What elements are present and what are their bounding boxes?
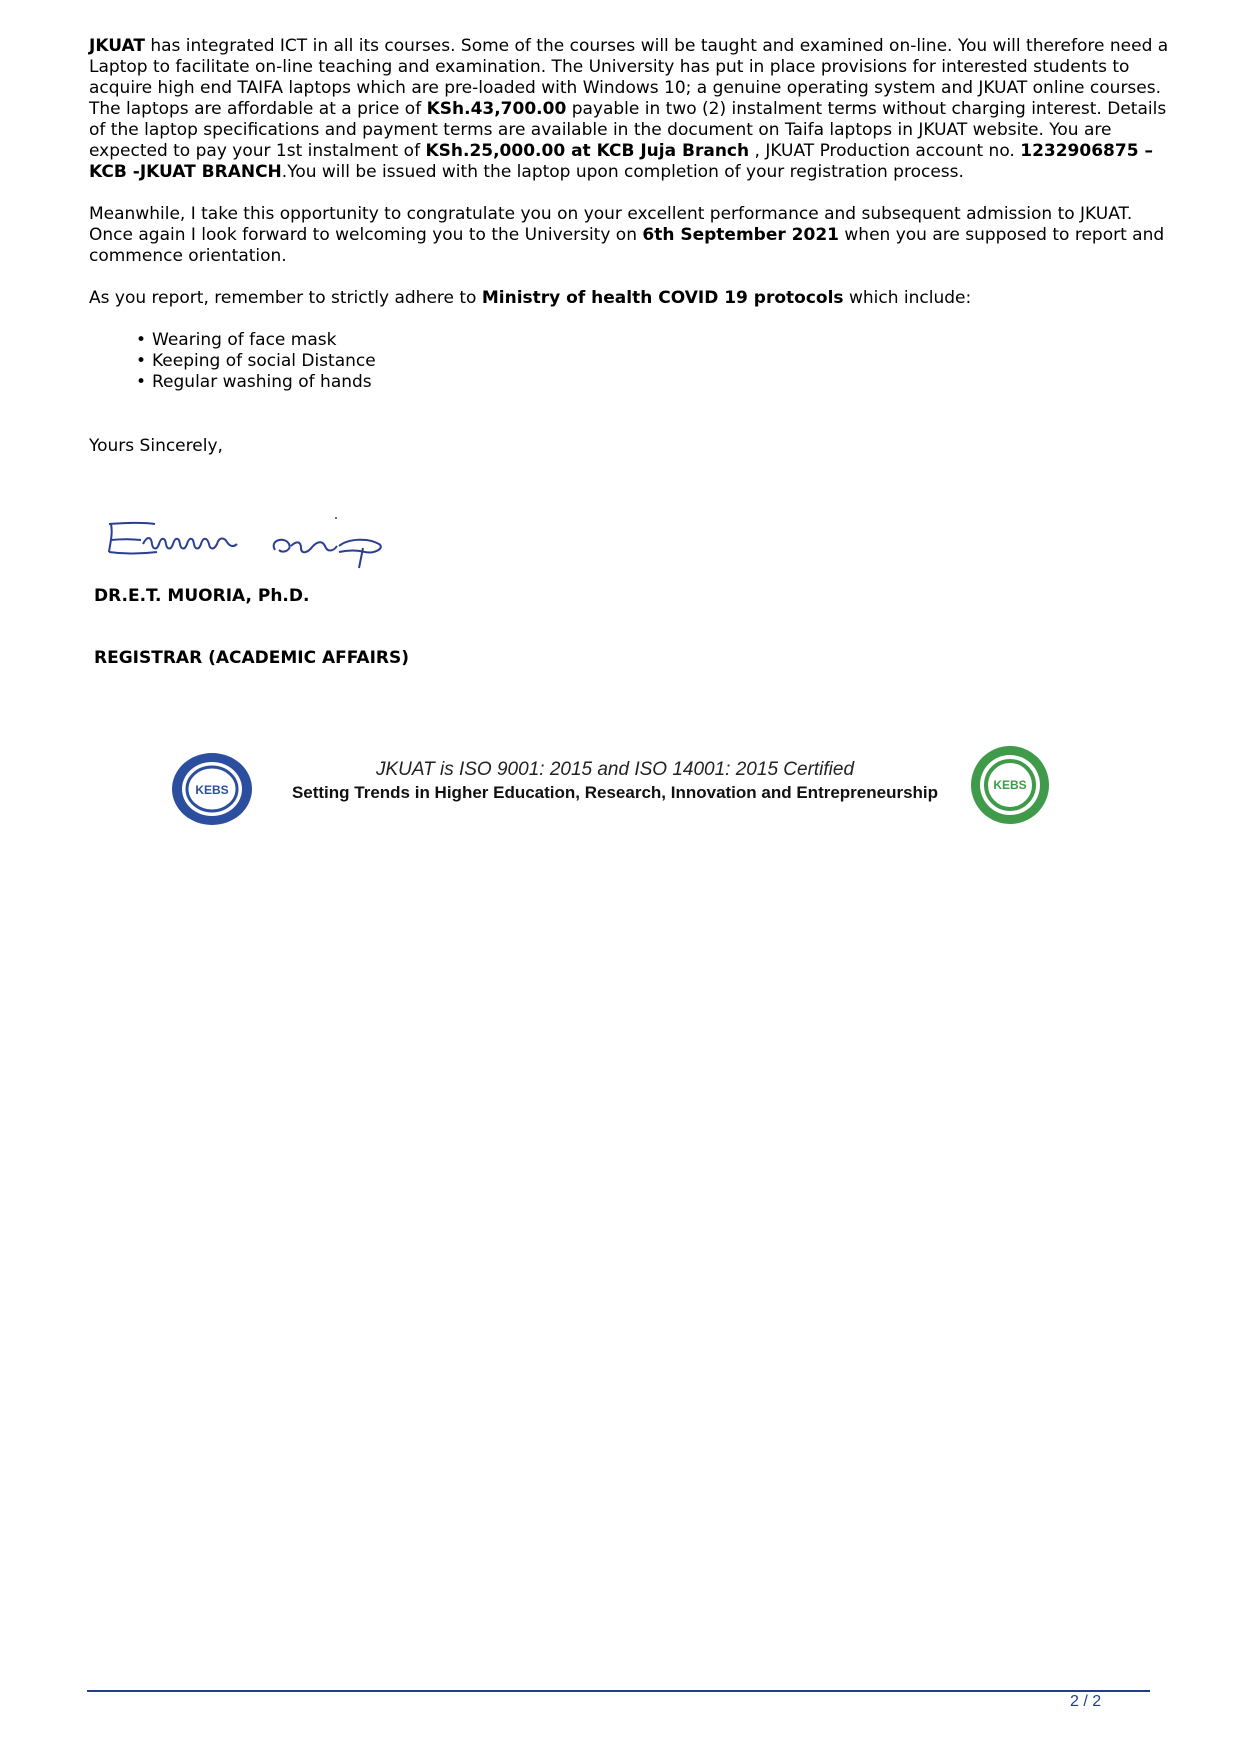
- handwritten-signature: [105, 510, 395, 570]
- signer-name: DR.E.T. MUORIA, Ph.D.: [94, 586, 310, 606]
- seal-text: KEBS: [195, 783, 229, 797]
- institution-name: JKUAT: [89, 36, 145, 56]
- account-number: 1232906875 – KCB -JKUAT BRANCH: [89, 141, 1153, 182]
- laptop-price: KSh.43,700.00: [426, 99, 567, 119]
- signer-title: REGISTRAR (ACADEMIC AFFAIRS): [94, 648, 410, 668]
- laptop-paragraph: JKUAT has integrated ICT in all its courses. Some of the courses will be taught and examined on-line. You will therefore need a Laptop to facilitate on-line teaching and examination. The University has put in place provisions for interested students to acquire high end TAIFA laptops which are pre-loaded with Windows 10; a genuine operating system and JKUAT online courses. The laptops are affordable at a price of KSh.43,700.00 payable in two (2) instalment terms without charging interest. Details of the laptop specifications and payment terms are available in the document on Taifa laptops in JKUAT website. You are expected to pay your 1st instalment of KSh.25,000.00 at KCB Juja Branch , JKUAT Production account no. 1232906875 – KCB -JKUAT BRANCH.You will be issued with the laptop upon completion of your registration process.: [89, 36, 1169, 182]
- covid-protocols: Ministry of health COVID 19 protocols: [481, 288, 844, 308]
- letter-body: [89, 36, 1169, 393]
- covid-protocol-list: [89, 330, 1169, 393]
- covid-paragraph: As you report, remember to strictly adhere to Ministry of health COVID 19 protocols which include:: [89, 288, 972, 308]
- list-item: • Wearing of face mask: [152, 330, 1169, 351]
- university-tagline: Setting Trends in Higher Education, Research, Innovation and Entrepreneurship: [291, 783, 939, 802]
- iso-certification-line: JKUAT is ISO 9001: 2015 and ISO 14001: 2015 Certified: [375, 759, 855, 780]
- list-item: • Keeping of social Distance: [152, 351, 1169, 372]
- kebs-iso-seal-icon: [970, 745, 1050, 825]
- kebs-iso-seal-icon: [170, 751, 254, 827]
- first-instalment: KSh.25,000.00 at KCB Juja Branch: [425, 141, 750, 161]
- footer-divider: [87, 1690, 1150, 1692]
- closing-salutation: Yours Sincerely,: [89, 436, 223, 456]
- certification-footer: [170, 745, 1060, 830]
- seal-text: KEBS: [993, 778, 1027, 792]
- page-number: 2 / 2: [1070, 1693, 1102, 1710]
- reporting-date: 6th September 2021: [642, 225, 839, 245]
- list-item: • Regular washing of hands: [152, 372, 1169, 393]
- congratulation-paragraph: Meanwhile, I take this opportunity to congratulate you on your excellent performance and subsequent admission to JKUAT. Once again I look forward to welcoming you to the University on 6th September 2021 when you are supposed to report and commence orientation.: [89, 204, 1165, 266]
